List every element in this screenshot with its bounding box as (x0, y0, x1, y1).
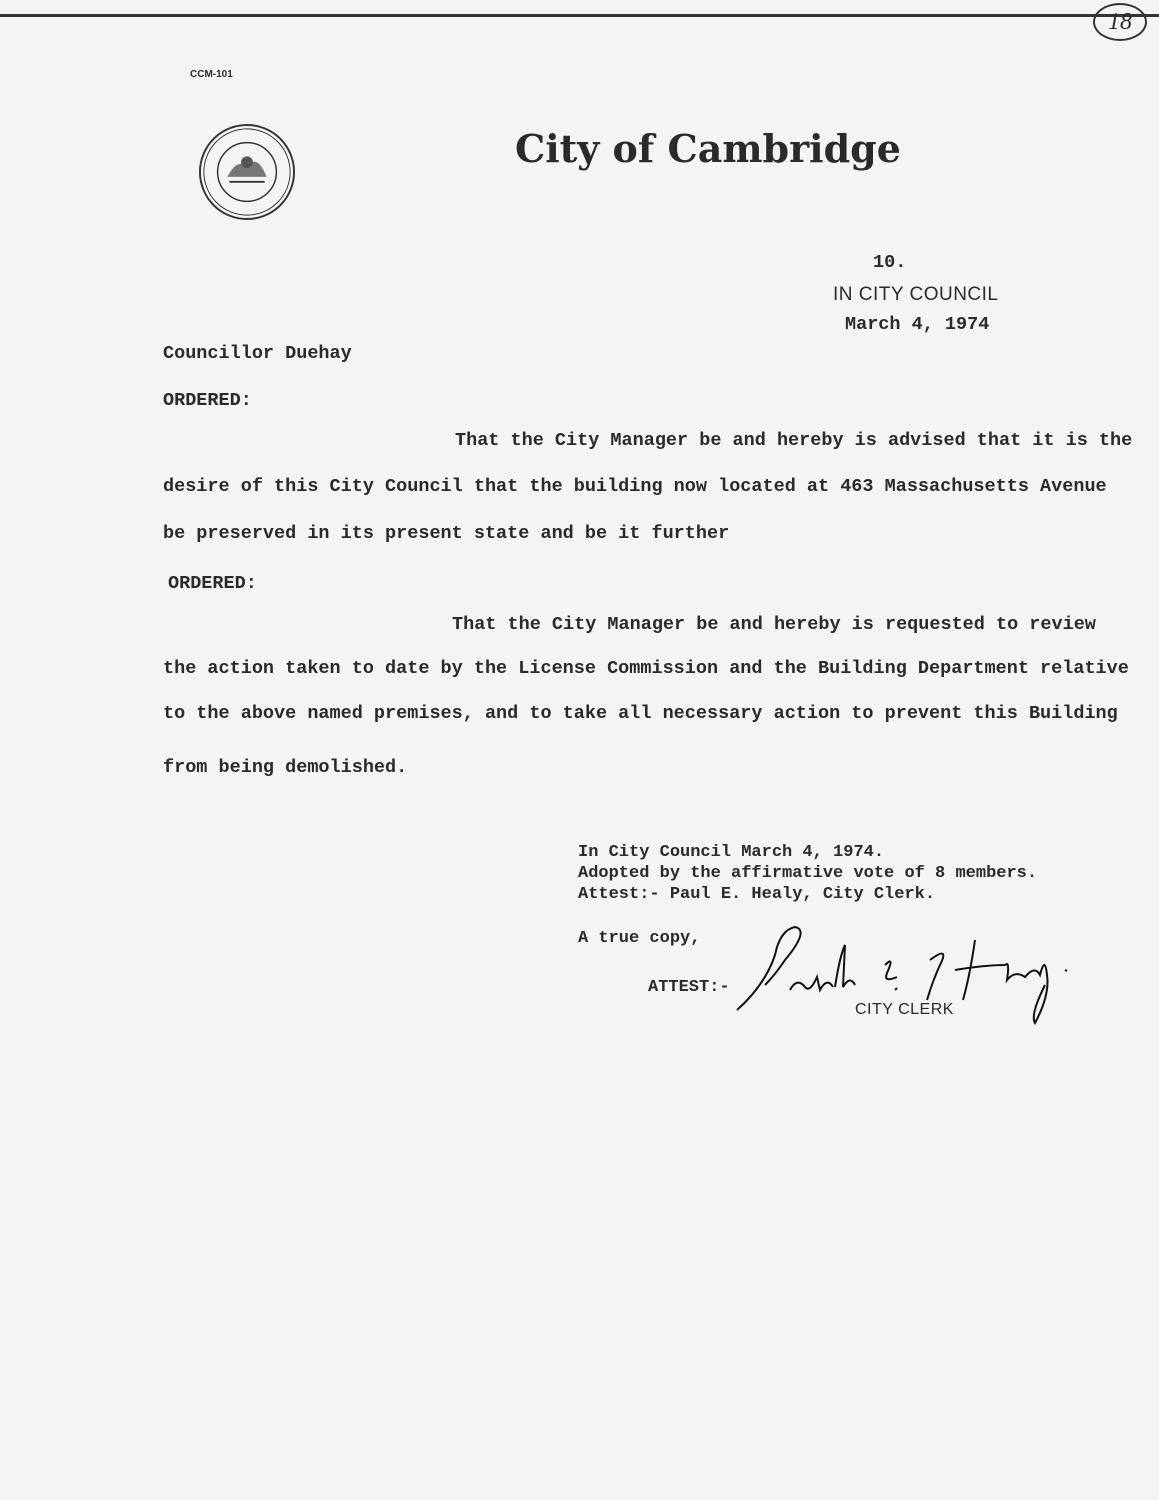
attest-label: ATTEST:- (648, 978, 730, 997)
city-seal-icon (198, 123, 296, 221)
top-border-line (0, 14, 1159, 17)
sponsor: Councillor Duehay (163, 343, 352, 364)
page-number: 18 (1093, 3, 1147, 41)
item-number: 10. (873, 252, 907, 273)
attestation-line: Adopted by the affirmative vote of 8 members. (578, 864, 1038, 883)
meeting-date: March 4, 1974 (845, 314, 990, 335)
page-title: City of Cambridge (515, 126, 901, 171)
council-heading: IN CITY COUNCIL (833, 284, 999, 305)
form-code: CCM-101 (190, 69, 233, 80)
signer-title: CITY CLERK (855, 1001, 954, 1018)
paragraph-1-line: That the City Manager be and hereby is advised that it is the (455, 430, 1133, 451)
attestation-line: In City Council March 4, 1974. (578, 843, 885, 862)
true-copy-label: A true copy, (578, 929, 701, 948)
paragraph-2-line: to the above named premises, and to take all necessary action to prevent this Building (163, 703, 1118, 724)
attestation-line: Attest:- Paul E. Healy, City Clerk. (578, 885, 936, 904)
paragraph-1-line: be preserved in its present state and be it further (163, 523, 730, 544)
ordered-heading: ORDERED: (163, 390, 252, 411)
ordered-heading: ORDERED: (168, 573, 257, 594)
paragraph-2-line: the action taken to date by the License Commission and the Building Department relative (163, 658, 1129, 679)
paragraph-1-line: desire of this City Council that the building now located at 463 Massachusetts Avenue (163, 476, 1107, 497)
paragraph-2-line: That the City Manager be and hereby is requested to review (452, 614, 1096, 635)
paragraph-2-line: from being demolished. (163, 757, 408, 778)
